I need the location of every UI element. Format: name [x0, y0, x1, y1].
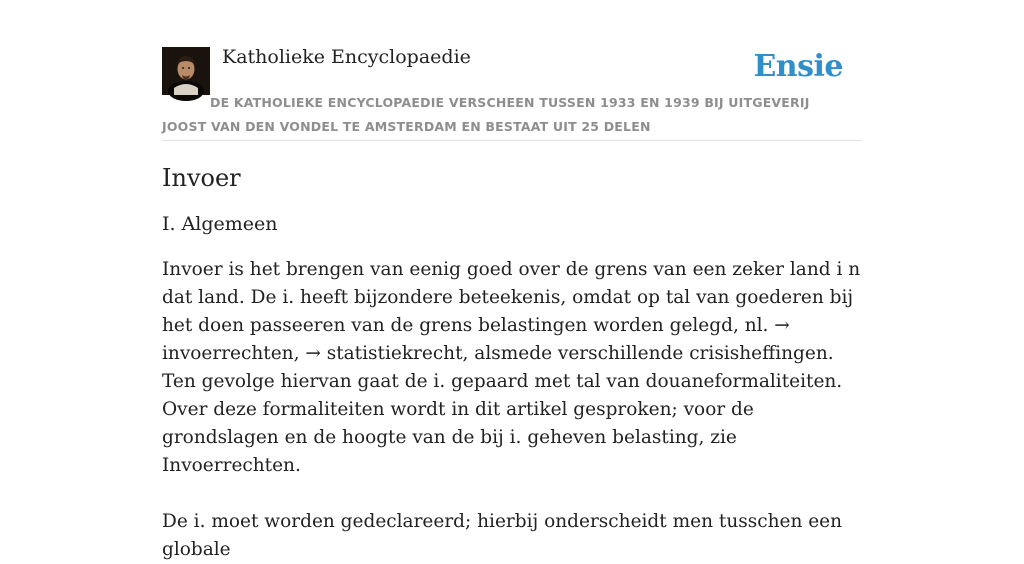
- article-paragraph: De i. moet worden gedeclareerd; hierbij onderscheidt men tusschen een globale: [162, 511, 843, 560]
- source-title[interactable]: Katholieke Encyclopaedie: [222, 46, 471, 68]
- section-heading: I. Algemeen: [162, 213, 278, 235]
- source-description: DE KATHOLIEKE ENCYCLOPAEDIE VERSCHEEN TUSSEN 1933 EN 1939 BIJ UITGEVERIJ JOOST VAN DEN VONDEL TE AMSTERDAM EN BESTAAT UIT 25 DELEN: [162, 95, 810, 134]
- article-title: Invoer: [162, 164, 241, 192]
- brand-logo[interactable]: Ensie: [753, 49, 843, 84]
- source-header: [162, 45, 862, 141]
- article: [162, 160, 862, 564]
- article-paragraph: Invoer is het brengen van eenig goed over de grens van een zeker land i n dat land. De i. heeft bijzondere beteekenis, omdat op tal van goederen bij het doen passeeren van de grens belastingen worden gelegd, nl. → invoerrechten, → statistiekrecht, alsmede verschillende crisisheffingen. Ten gevolge hiervan gaat de i. gepaard met tal van douaneformaliteiten. Over deze formaliteiten wordt in dit artikel gesproken; voor de grondslagen en de hoogte van de bij i. geheven belasting, zie Invoerrechten.: [162, 259, 861, 476]
- portrait-icon: [162, 47, 210, 95]
- avatar[interactable]: [162, 47, 210, 95]
